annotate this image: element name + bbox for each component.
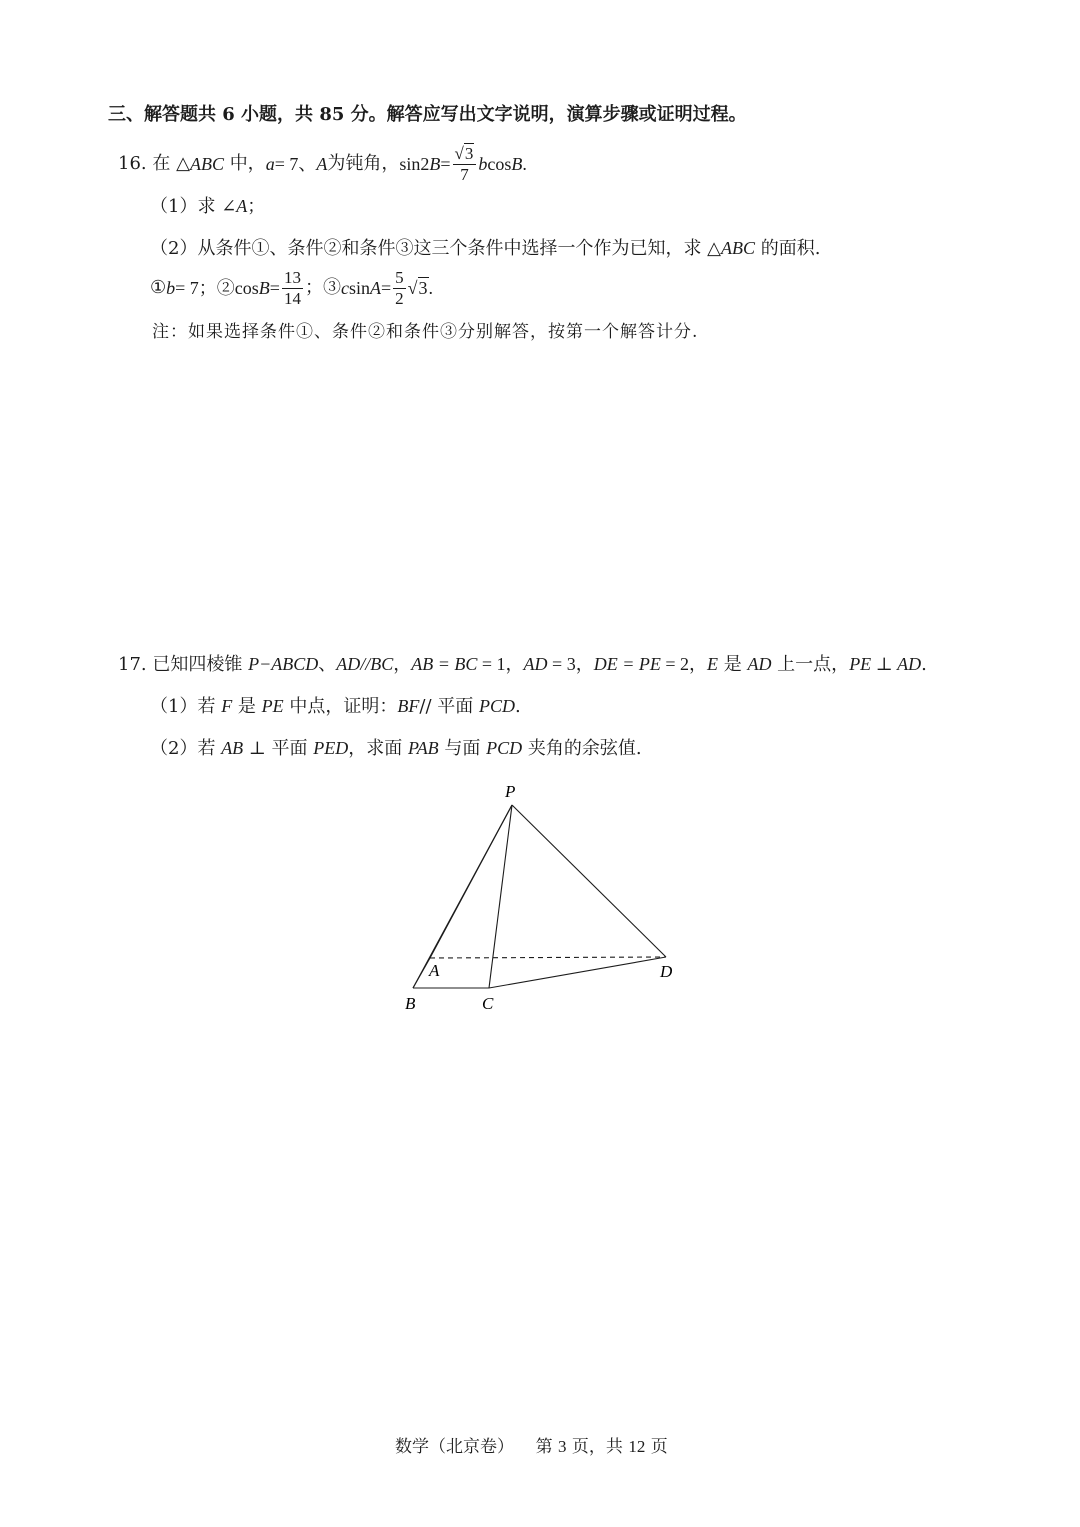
q17-math: AB [221, 738, 244, 758]
section-title: 三、解答题共 6 小题，共 85 分。解答应写出文字说明，演算步骤或证明过程。 [108, 104, 747, 125]
condition-3-fraction [393, 268, 406, 309]
q16-cos: cos [487, 154, 512, 174]
q16-eq: = [440, 154, 451, 174]
footer-text: 第 [535, 1437, 559, 1457]
q16-part2-text: （2）从条件①、条件②和条件③这三个条件中选择一个作为已知，求 △ [150, 238, 722, 259]
label-D: D [660, 962, 673, 981]
q17-text: 是 [232, 696, 262, 717]
condition-1-label: ① [150, 277, 167, 298]
radicand: 3 [418, 278, 428, 298]
q16-var-c: c [340, 278, 349, 298]
q17-math: AD [747, 654, 772, 674]
page-footer [395, 1435, 668, 1459]
footer-page-number: 3 [558, 1437, 567, 1456]
q17-math: PE [261, 696, 284, 716]
q16-var-B: B [429, 154, 441, 174]
q17-text: 是 [718, 654, 748, 675]
q17-text: 、 [318, 654, 337, 675]
q16-part2 [150, 236, 820, 261]
edge-PA [430, 805, 512, 958]
sqrt [408, 276, 429, 300]
edge-PC [489, 805, 512, 988]
q16-part1 [150, 194, 265, 219]
q17-math: PE [849, 654, 872, 674]
q16-conditions [150, 264, 433, 312]
q16-part1-label: （1）求 [150, 196, 222, 217]
angle-symbol: ∠ [221, 196, 237, 217]
condition-3-label: ；③ [304, 277, 341, 298]
q16-sin: sin2 [399, 154, 430, 174]
q17-text: . [514, 696, 521, 717]
footer-text: 页 [645, 1437, 668, 1457]
q16-number: 16. [118, 153, 147, 174]
q16-var-A: A [236, 196, 248, 216]
edge-CD [489, 957, 666, 988]
edge-AD-hidden [430, 957, 666, 958]
footer-subject: 数学（北京卷） [395, 1437, 514, 1457]
footer-text: 页，共 [566, 1437, 629, 1457]
radicand: 3 [464, 143, 474, 163]
condition-sin: sin [348, 278, 370, 298]
q17-text: ，求面 [348, 738, 409, 759]
q16-var-B: B [258, 278, 270, 298]
q16-abc: ABC [189, 154, 224, 174]
q16-note-text: 注：如果选择条件①、条件②和条件③分别解答，按第一个解答计分. [152, 322, 699, 342]
sqrt [455, 144, 475, 164]
q17-math: F [221, 696, 233, 716]
condition-end: . [428, 278, 434, 298]
pyramid-figure [395, 775, 695, 1025]
label-B: B [405, 994, 416, 1013]
q17-text: = 1， [477, 654, 524, 674]
edge-PD [512, 805, 666, 957]
q17-stem [118, 652, 927, 677]
q16-var-b: b [478, 154, 488, 174]
q16-stem [118, 140, 527, 188]
triangle-symbol: △ [176, 153, 190, 174]
q17-number: 17. [118, 654, 147, 675]
fraction-denominator: 2 [395, 288, 404, 308]
q17-math: PCD [478, 696, 515, 716]
q16-var-b: b [166, 278, 176, 298]
fraction-denominator: 7 [460, 164, 469, 184]
q17-math: E [707, 654, 718, 674]
q17-part2 [150, 736, 642, 761]
edge-BA [413, 958, 430, 988]
section-heading [108, 103, 747, 127]
fraction-numerator [453, 144, 477, 165]
q16-var-A: A [369, 278, 381, 298]
q17-math: BF [397, 696, 420, 716]
q17-text: 中点，证明： [283, 696, 398, 717]
condition-eq: = [380, 278, 392, 298]
q16-text: 中， [229, 153, 266, 174]
q16-var-a: a [265, 154, 275, 174]
condition-2-fraction [282, 268, 303, 309]
sqrt-symbol: √ [454, 143, 464, 163]
fraction-numerator: 5 [395, 267, 404, 287]
q17-text: ， [393, 654, 412, 675]
q17-math: PED [313, 738, 349, 758]
q17-text: ⊥ [871, 654, 898, 674]
q16-note [152, 320, 698, 344]
q17-math: DE = PE [593, 654, 661, 674]
q16-abc: ABC [721, 238, 756, 258]
q16-var-A: A [316, 154, 328, 174]
q17-math: PAB [408, 738, 439, 758]
label-C: C [482, 994, 494, 1013]
q16-text: 为钝角， [327, 153, 400, 174]
label-P: P [505, 782, 516, 801]
q17-text: 夹角的余弦值. [522, 738, 642, 759]
q16-fraction [453, 144, 477, 185]
q16-var-B: B [511, 154, 523, 174]
q16-period: . [522, 154, 527, 174]
q17-part1 [150, 694, 521, 719]
q17-text: = 2， [660, 654, 707, 674]
q17-text: （2）若 [150, 738, 222, 759]
condition-text: = 7；②cos [175, 278, 259, 298]
q17-math: AD [897, 654, 922, 674]
q17-math: AB = BC [411, 654, 478, 674]
q17-math: AD//BC [336, 654, 394, 674]
label-A: A [429, 961, 440, 980]
q16-text: 在 [152, 153, 171, 174]
sqrt-symbol: √ [407, 278, 418, 298]
footer-total-pages: 12 [628, 1437, 646, 1456]
fraction-denominator: 14 [283, 288, 301, 308]
q17-text: 上一点， [771, 654, 850, 675]
q17-text: 与面 [438, 738, 487, 759]
q17-text: = 3， [547, 654, 594, 674]
q17-text: （1）若 [150, 696, 222, 717]
fraction-numerator: 13 [283, 267, 301, 287]
q17-math: P−ABCD [248, 654, 319, 674]
q17-math: PCD [486, 738, 523, 758]
q17-text: 已知四棱锥 [152, 654, 249, 675]
q16-part2-end: 的面积. [755, 238, 821, 259]
q17-text: // 平面 [419, 696, 479, 717]
q16-part1-end: ； [247, 196, 266, 217]
q17-math: AD [523, 654, 548, 674]
condition-eq: = [269, 278, 280, 298]
q16-text: = 7、 [274, 154, 317, 174]
q17-text: . [921, 654, 927, 675]
q17-text: ⊥ 平面 [243, 738, 314, 759]
